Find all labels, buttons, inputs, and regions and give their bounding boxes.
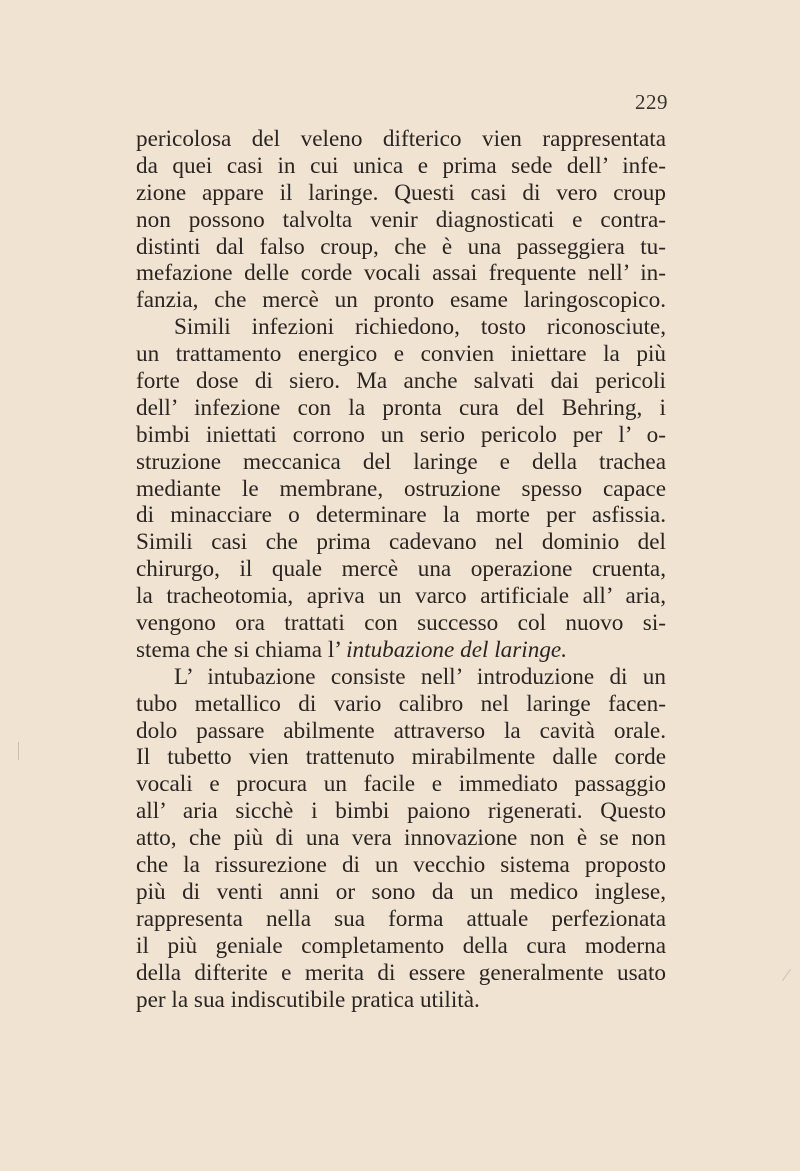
body-text	[136, 126, 666, 1013]
text-line	[136, 422, 666, 449]
text-line-content: tubo metallico di vario calibro nel laringe facen-	[136, 690, 666, 717]
text-line-content: da quei casi in cui unica e prima sede dell’ infe-	[136, 152, 666, 179]
text-line	[136, 529, 666, 556]
text-line-content: struzione meccanica del laringe e della trachea	[136, 448, 666, 475]
text-line-content: Il tubetto vien trattenuto mirabilmente dalle corde	[136, 744, 666, 771]
text-line	[136, 718, 666, 745]
text-line-content: della difterite e merita di essere generalmente usato	[136, 959, 666, 986]
text-line-content: di minacciare o determinare la morte per asfissia.	[136, 502, 666, 529]
page-number: 229	[635, 90, 668, 114]
text-line	[136, 691, 666, 718]
text-line	[136, 260, 666, 287]
text-line	[136, 368, 666, 395]
text-line-content: distinti dal falso croup, che è una passeggiera tu-	[136, 233, 666, 260]
text-line	[136, 180, 666, 207]
text-line	[136, 476, 666, 503]
text-line-content: il più geniale completamento della cura moderna	[136, 932, 666, 959]
text-line-content: rappresenta nella sua forma attuale perfezionata	[136, 905, 666, 932]
text-line	[136, 798, 666, 825]
paper-mark	[782, 969, 791, 981]
text-line	[136, 395, 666, 422]
text-line	[136, 126, 666, 153]
text-line	[136, 583, 666, 610]
text-line	[136, 637, 666, 664]
italic-term: intubazione del laringe.	[346, 636, 568, 663]
text-line-content: mefazione delle corde vocali assai frequente nell’ in-	[136, 260, 666, 287]
text-line-content: all’ aria sicchè i bimbi paiono rigenerati. Questo	[136, 798, 666, 825]
text-line	[136, 153, 666, 180]
text-line	[136, 234, 666, 261]
text-line-content: L’ intubazione consiste nell’ introduzione di un	[174, 663, 666, 690]
text-line	[136, 610, 666, 637]
text-line-content: Simili infezioni richiedono, tosto riconosciute,	[174, 314, 666, 341]
text-line	[136, 502, 666, 529]
text-line	[136, 771, 666, 798]
text-line	[136, 852, 666, 879]
text-line-content: fanzia, che mercè un pronto esame laringoscopico.	[136, 287, 666, 314]
text-line-content: Simili casi che prima cadevano nel dominio del	[136, 529, 666, 556]
text-line	[136, 314, 666, 341]
text-line-content: vengono ora trattati con successo col nuovo si-	[136, 610, 666, 637]
text-line-content: più di venti anni or sono da un medico inglese,	[136, 878, 666, 905]
text-line-content: un trattamento energico e convien iniettare la più	[136, 341, 666, 368]
text-line	[136, 825, 666, 852]
text-line	[136, 960, 666, 987]
text-line-content: stema che si chiama l’	[136, 636, 347, 663]
text-line-content: zione appare il laringe. Questi casi di vero croup	[136, 179, 666, 206]
text-line	[136, 987, 666, 1014]
text-line	[136, 879, 666, 906]
text-line	[136, 744, 666, 771]
text-line-content: pericolosa del veleno difterico vien rappresentata	[136, 126, 666, 152]
text-line-content: mediante le membrane, ostruzione spesso capace	[136, 475, 666, 502]
text-line	[136, 341, 666, 368]
text-line	[136, 287, 666, 314]
text-line-content: forte dose di siero. Ma anche salvati dai pericoli	[136, 368, 666, 395]
text-line-content: atto, che più di una vera innovazione non è se non	[136, 825, 666, 852]
paper-mark	[18, 742, 19, 760]
text-line-content: dell’ infezione con la pronta cura del Behring, i	[136, 394, 666, 421]
text-line-content: vocali e procura un facile e immediato passaggio	[136, 771, 666, 798]
text-line-content: dolo passare abilmente attraverso la cavità orale.	[136, 717, 666, 744]
text-line-content: bimbi iniettati corrono un serio pericolo per l’ o-	[136, 421, 666, 448]
text-line-content: che la rissurezione di un vecchio sistema proposto	[136, 852, 666, 879]
text-line-content: per la sua indiscutibile pratica utilità.	[136, 986, 480, 1013]
text-line	[136, 556, 666, 583]
text-line-content: la tracheotomia, apriva un varco artificiale all’ aria,	[136, 583, 666, 610]
text-line	[136, 906, 666, 933]
text-line-content: chirurgo, il quale mercè una operazione cruenta,	[136, 556, 666, 583]
text-line-content: non possono talvolta venir diagnosticati e contra-	[136, 206, 666, 233]
text-line	[136, 449, 666, 476]
text-line	[136, 933, 666, 960]
text-line	[136, 664, 666, 691]
text-line	[136, 207, 666, 234]
